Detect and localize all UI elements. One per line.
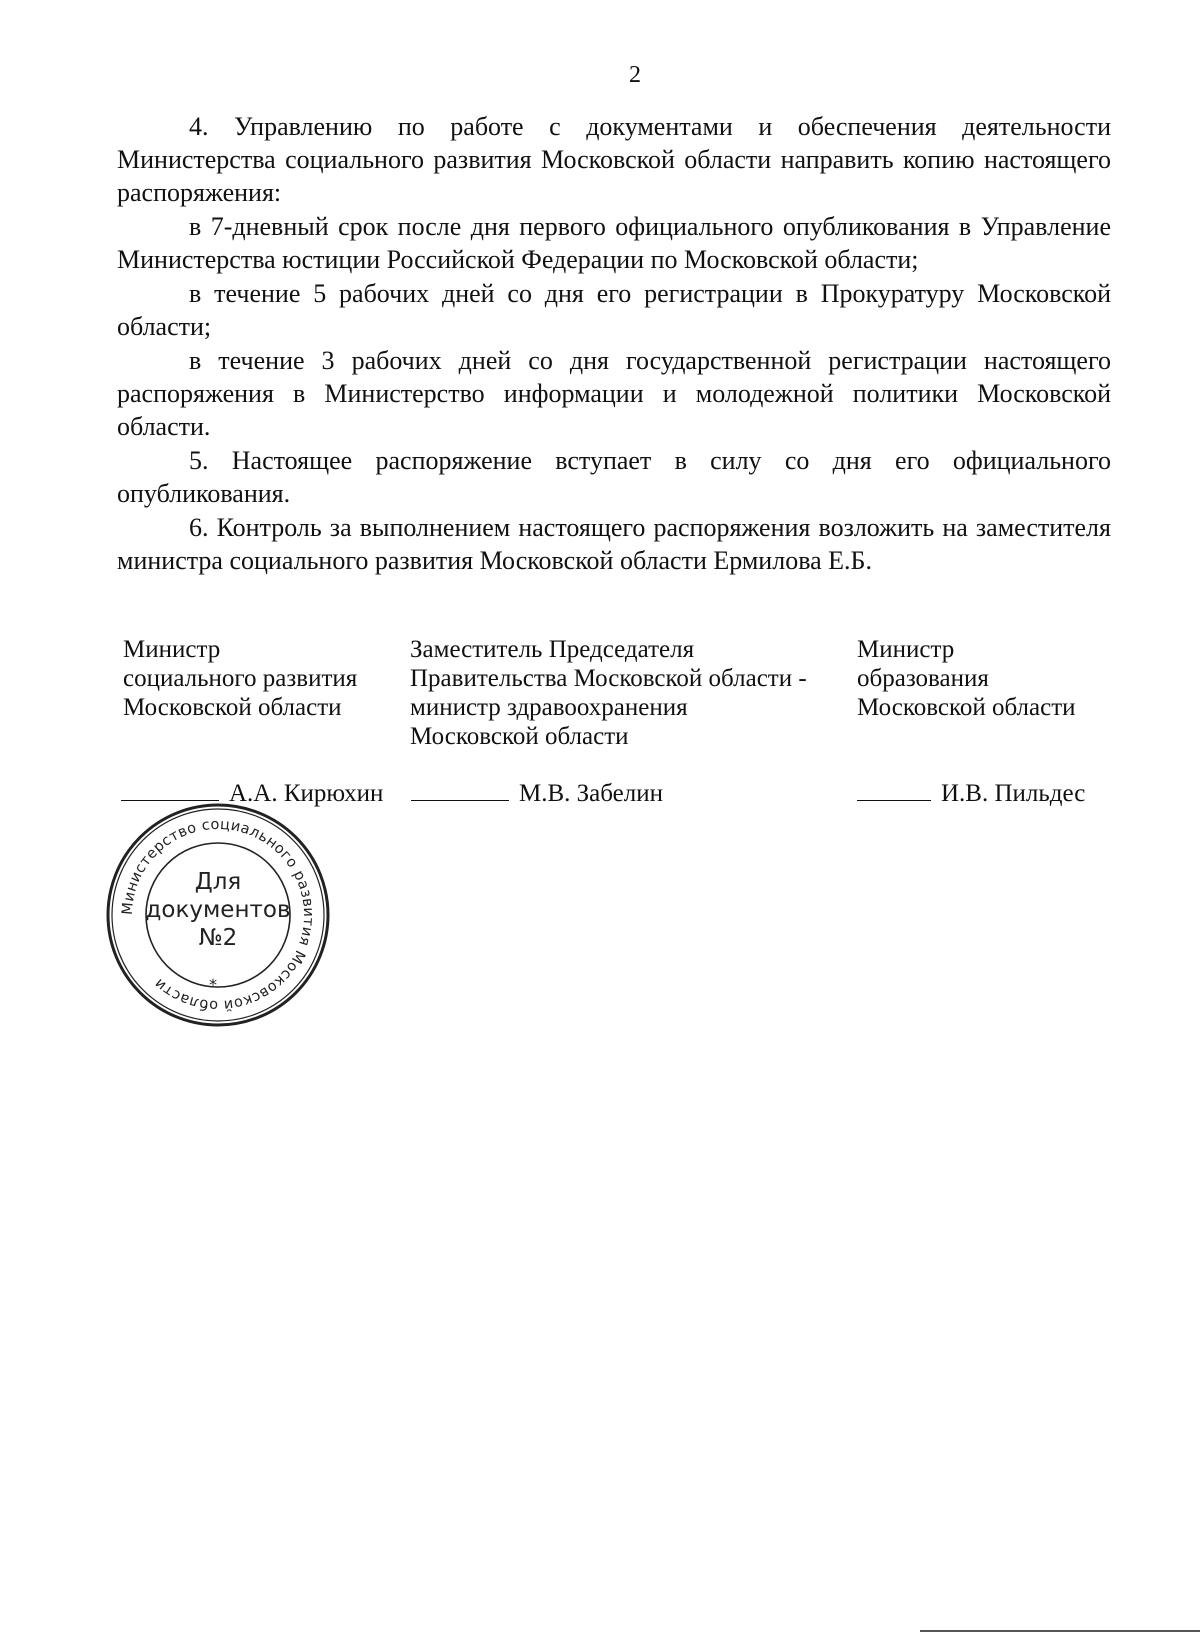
stamp-center-text bbox=[105, 868, 331, 952]
signature-line-2 bbox=[411, 778, 663, 808]
signatory-name: М.В. Забелин bbox=[519, 780, 663, 807]
signature-line-3 bbox=[857, 778, 1085, 808]
signature-blank bbox=[857, 778, 931, 801]
signatory-title-line: министр здравоохранения bbox=[410, 694, 688, 721]
paragraph-4-item-1: в 7-дневный срок после дня первого официального опубликования в Управление Министерства юстиции Российской Федерации по Московской области; bbox=[117, 212, 1111, 274]
signatory-title-line: Министр bbox=[123, 636, 221, 663]
signatory-title-line: образования bbox=[857, 665, 989, 692]
stamp-ring-text: Министерство социального развития Московской области bbox=[119, 816, 317, 1014]
official-stamp bbox=[105, 802, 331, 1028]
paragraph-4-item-2: в течение 5 рабочих дней со дня его регистрации в Прокуратуру Московской области; bbox=[117, 279, 1111, 341]
signatory-title-line: Министр bbox=[857, 636, 955, 663]
signatory-title-line: Московской области bbox=[123, 694, 342, 721]
signature-blank bbox=[121, 778, 219, 801]
stamp-star: * bbox=[209, 975, 217, 994]
signatory-2-title bbox=[410, 635, 807, 751]
signatory-title-line: Правительства Московской области - bbox=[410, 665, 807, 692]
signatory-title-line: социального развития bbox=[123, 665, 358, 692]
document-body bbox=[117, 110, 1111, 578]
page-number: 2 bbox=[629, 62, 641, 88]
signature-blank bbox=[411, 778, 509, 801]
paragraph-4: 4. Управлению по работе с документами и обеспечения деятельности Министерства социального развития Московской области направить копию настоящего распоряжения: bbox=[117, 112, 1111, 207]
paragraph-6: 6. Контроль за выполнением настоящего распоряжения возложить на заместителя министра социального развития Московской области Ермилова Е.Б. bbox=[117, 513, 1111, 575]
signatory-3-title bbox=[857, 635, 1076, 722]
stamp-center-line: документов bbox=[145, 897, 291, 923]
scan-edge-mark bbox=[920, 1630, 1200, 1632]
signatory-name: И.В. Пильдес bbox=[941, 780, 1086, 807]
signatory-title-line: Заместитель Председателя bbox=[410, 636, 695, 663]
stamp-center-line: №2 bbox=[198, 925, 238, 951]
stamp-center-line: Для bbox=[194, 869, 242, 895]
paragraph-5: 5. Настоящее распоряжение вступает в силу со дня его официального опубликования. bbox=[117, 446, 1111, 508]
paragraph-4-item-3: в течение 3 рабочих дней со дня государственной регистрации настоящего распоряжения в Министерство информации и молодежной политики Московской области. bbox=[117, 346, 1111, 441]
signatory-title-line: Московской области bbox=[857, 694, 1076, 721]
signatory-name: А.А. Кирюхин bbox=[229, 780, 384, 807]
signatory-title-line: Московской области bbox=[410, 723, 629, 750]
signatory-1-title bbox=[123, 635, 357, 722]
